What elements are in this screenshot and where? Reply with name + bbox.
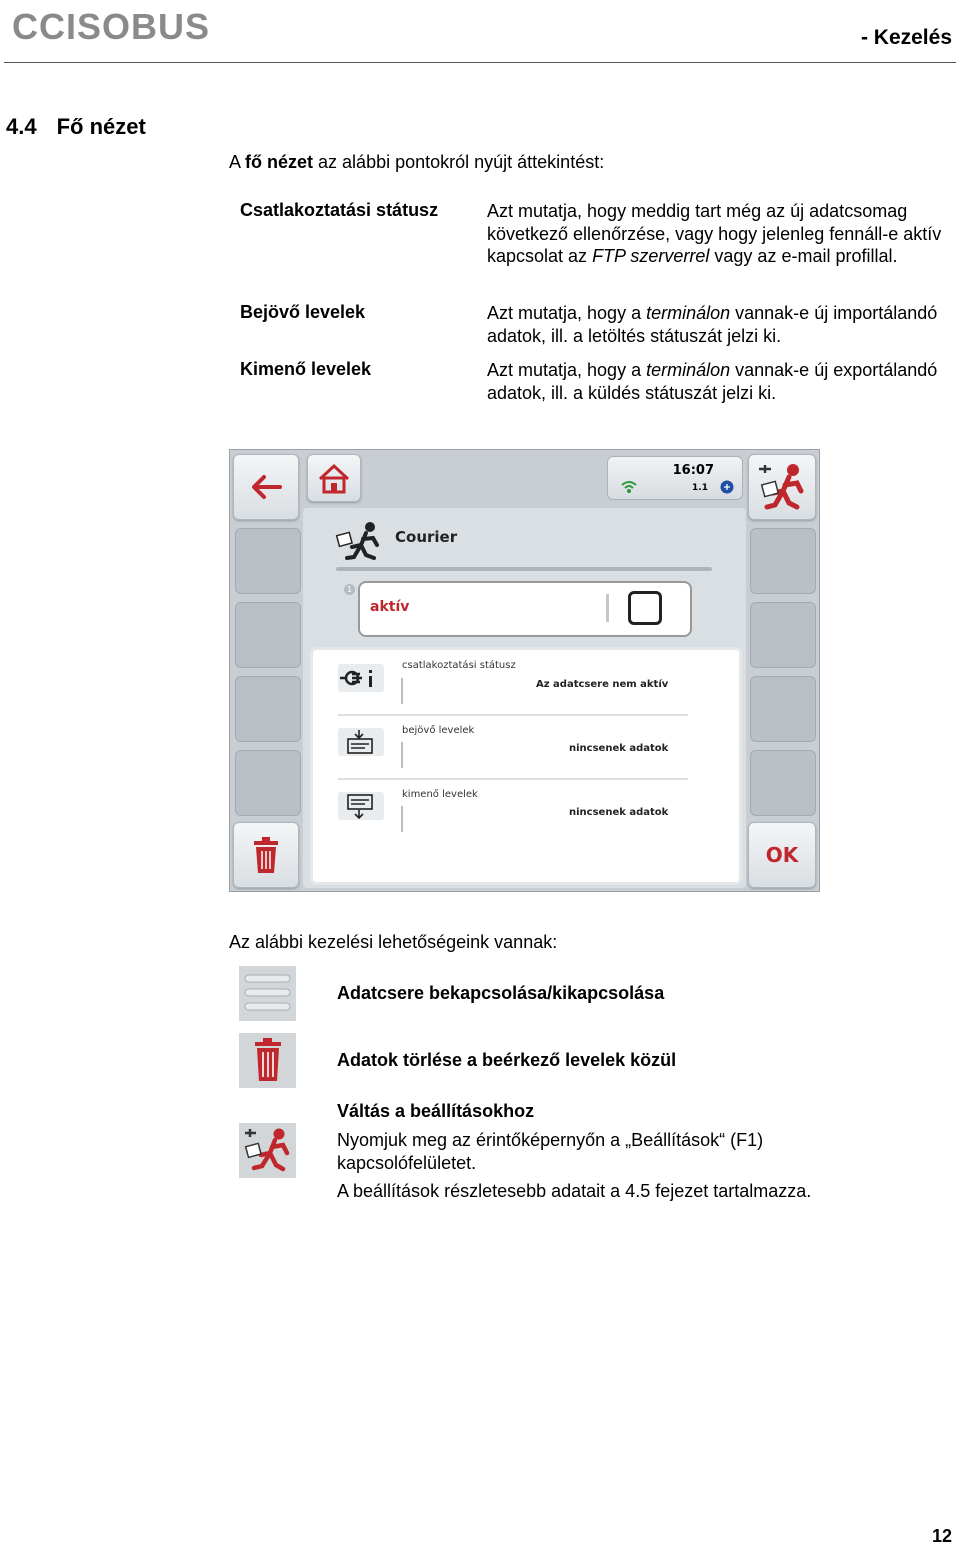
outgoing-mail-value: nincsenek adatok	[569, 807, 669, 818]
section-number: 4.4	[6, 114, 37, 139]
connection-info-icon	[338, 664, 384, 692]
operation-delete-title: Adatok törlése a beérkező levelek közül	[337, 1050, 677, 1070]
operations-intro: Az alábbi kezelési lehetőségeink vannak:	[229, 932, 558, 952]
softkey-empty	[750, 750, 816, 816]
trash-icon	[239, 1033, 296, 1088]
desc-incoming-mail	[487, 302, 952, 347]
clock: 16:07	[672, 463, 714, 478]
info-globe-icon	[720, 480, 734, 494]
version: 1.1	[692, 483, 708, 493]
desc-text: Azt mutatja, hogy a	[487, 303, 647, 323]
brand-logo: CCISOBUS	[12, 6, 211, 47]
back-arrow-icon	[234, 455, 298, 519]
row-divider	[338, 714, 688, 716]
operation-settings-title: Váltás a beállításokhoz	[337, 1101, 535, 1121]
status-box	[607, 456, 743, 500]
softkey-empty	[235, 750, 301, 816]
operation-toggle-title: Adatcsere bekapcsolása/kikapcsolása	[337, 983, 665, 1003]
row-marker	[401, 742, 403, 768]
softkey-empty	[750, 676, 816, 742]
desc-text: Azt mutatja, hogy meddig tart még az új adatcsomag következő ellenőrzése, vagy hogy jelenleg fennáll-e aktív kapcsolat az	[487, 201, 942, 266]
desc-text-after: vagy az e-mail profillal.	[709, 246, 898, 266]
desc-text-after: vannak-e új exportálandó adatok, ill. a küldés státuszát jelzi ki.	[487, 360, 938, 403]
operation-settings-line1: Nyomjuk meg az érintőképernyőn a „Beállítások“ (F1)	[337, 1130, 764, 1150]
settings-button[interactable]	[748, 454, 816, 520]
home-button[interactable]	[307, 454, 361, 502]
section-heading	[6, 114, 146, 140]
courier-icon	[334, 520, 382, 560]
trash-icon	[234, 823, 298, 887]
outgoing-mail-label: kimenő levelek	[402, 789, 478, 800]
status-panel	[310, 647, 742, 885]
connection-status-value: Az adatcsere nem aktív	[536, 679, 669, 690]
chapter-label: - Kezelés	[860, 26, 952, 49]
term-outgoing-mail: Kimenő levelek	[240, 359, 372, 379]
row-marker	[401, 678, 403, 704]
desc-italic: FTP szerverrel	[592, 246, 710, 266]
softkey-empty	[750, 602, 816, 668]
header-divider	[4, 62, 956, 63]
ok-label: OK	[765, 843, 799, 867]
intro-before: A	[229, 152, 246, 172]
back-button[interactable]	[233, 454, 299, 520]
desc-outgoing-mail	[487, 359, 952, 404]
app-title: Courier	[395, 528, 458, 546]
field-separator	[606, 594, 609, 622]
term-incoming-mail: Bejövő levelek	[240, 302, 366, 322]
settings-courier-icon	[239, 1123, 296, 1178]
term-connection-status: Csatlakoztatási státusz	[240, 200, 439, 220]
operation-settings-line2: kapcsolófelületet.	[337, 1153, 477, 1173]
home-icon	[308, 455, 360, 501]
wifi-icon	[620, 479, 638, 495]
active-toggle-field[interactable]	[358, 581, 692, 637]
softkey-empty	[750, 528, 816, 594]
incoming-mail-icon	[338, 728, 384, 756]
softkey-empty	[235, 528, 301, 594]
page-number: 12	[931, 1526, 952, 1546]
terminal-screenshot	[229, 449, 820, 892]
ok-button[interactable]	[748, 822, 816, 888]
operation-settings-line3: A beállítások részletesebb adatait a 4.5 fejezet tartalmazza.	[337, 1181, 812, 1201]
outgoing-mail-icon	[338, 792, 384, 820]
row-marker	[401, 806, 403, 832]
index-badge: 1	[344, 584, 355, 595]
toggle-list-icon	[239, 966, 296, 1021]
section-title: Fő nézet	[56, 114, 146, 139]
intro-text	[229, 152, 604, 173]
incoming-mail-label: bejövő levelek	[402, 725, 475, 736]
connection-status-label: csatlakoztatási státusz	[402, 660, 516, 671]
incoming-mail-value: nincsenek adatok	[569, 743, 669, 754]
desc-italic: terminálon	[646, 360, 731, 380]
active-label: aktív	[370, 599, 410, 615]
softkey-empty	[235, 676, 301, 742]
intro-bold: fő nézet	[245, 152, 314, 172]
desc-text-after: vannak-e új importálandó adatok, ill. a letöltés státuszát jelzi ki.	[487, 303, 938, 346]
active-checkbox[interactable]	[628, 591, 662, 625]
desc-italic: terminálon	[646, 303, 731, 323]
desc-text: Azt mutatja, hogy a	[487, 360, 647, 380]
softkey-empty	[235, 602, 301, 668]
settings-courier-icon	[749, 455, 815, 519]
title-divider	[336, 567, 712, 571]
intro-after: az alábbi pontokról nyújt áttekintést:	[313, 152, 605, 172]
desc-connection-status	[487, 200, 952, 268]
row-divider	[338, 778, 688, 780]
delete-button[interactable]	[233, 822, 299, 888]
